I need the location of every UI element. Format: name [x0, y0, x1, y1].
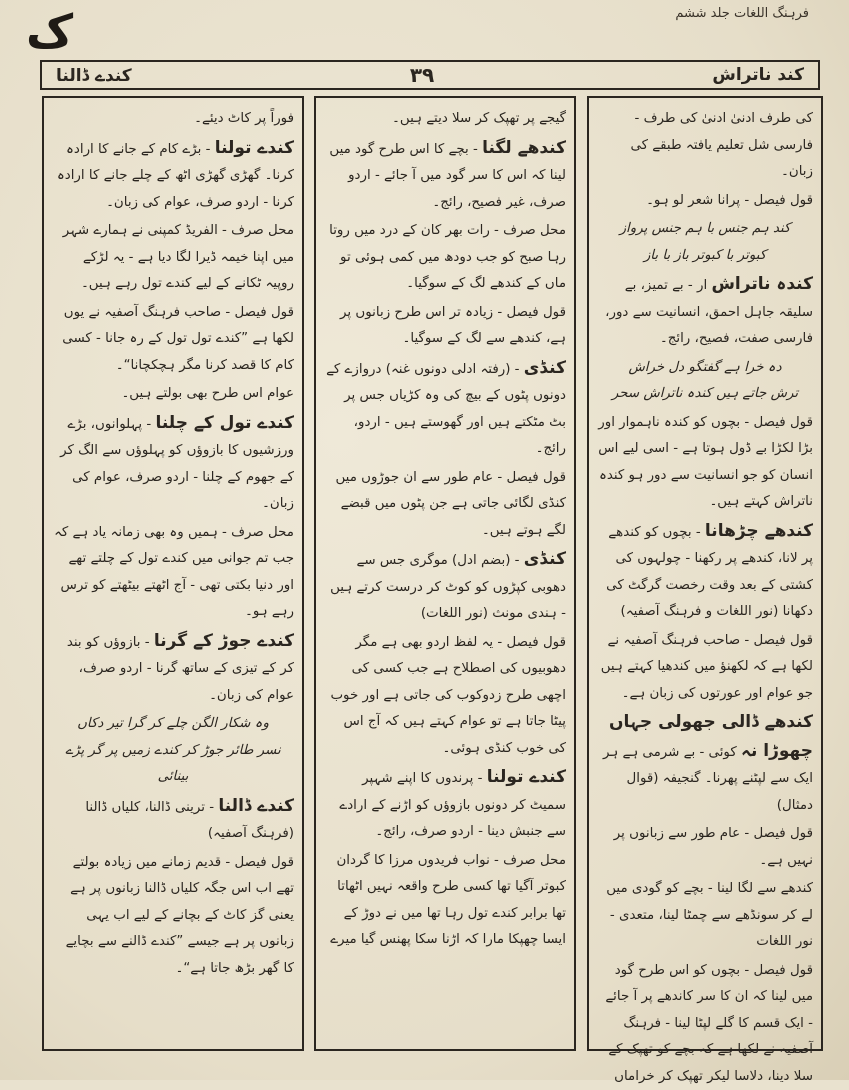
headword: کنڈی	[524, 549, 566, 569]
entry-paragraph: قول فیصل - یہ لفظ اردو بھی ہے مگر دھوبیوں کی اصطلاح ہے جب کسی کی اچھی طرح زدوکوب کی جاتی ہے اور خوب پیٹا جاتا ہے تو عوام کہتے ہیں کہ آج اس کی خوب کنڈی ہوئی۔	[324, 630, 566, 763]
verse-couplet: وہ شکار الگن چلے کر گرا تیر دکاں نسر طائر جوڑ کر کندے زمیں پر گر پڑے بینائی	[52, 711, 294, 791]
running-head: فرہنگ اللغات جلد ششم	[675, 6, 809, 21]
dictionary-entry: کنڈی - (رفتہ ادلی دونوں غنہ) دروازے کے دونوں پٹوں کے بیچ کی وہ کڑیاں جس پر بٹ مٹکتے ہیں اور گھوستے ہیں - اردو، رائج۔	[324, 355, 566, 463]
dictionary-entry: کندے تول کے چلنا - پہلوانوں، بڑے ورزشیوں کا بازوؤں کو پہلوؤں سے الگ کر کے جھوم کے چلنا - اردو صرف، عوام کی زبان۔	[52, 410, 294, 518]
entry-paragraph: عوام اس طرح بھی بولتے ہیں۔	[52, 381, 294, 408]
column-left	[42, 96, 304, 1051]
entry-paragraph: گیجے پر تھپک کر سلا دیتے ہیں۔	[324, 106, 566, 133]
dictionary-entry: کندھے ڈالی جھولی جہاں چھوڑا نہ کوئی - بے شرمی ہے ہر ایک سے لپٹنے پھرنا۔ گنجیفہ (قوال دمثال)	[597, 709, 813, 819]
headword: کندے تولنا	[487, 767, 566, 787]
entry-paragraph: فوراً پر کاٹ دیئے۔	[52, 106, 294, 133]
column-right	[587, 96, 823, 1051]
entry-paragraph: قول فیصل - بچوں کو کندہ ناہموار اور بڑا لکڑا بے ڈول ہوتا ہے - اسی لیے اس انسان کو جو انسانیت سے دور ہو کندہ ناتراش کہتے ہیں۔	[597, 410, 813, 516]
headword: کندھے ڈالی جھولی جہاں چھوڑا نہ	[609, 712, 813, 761]
entry-paragraph: محل صرف - ہمیں وہ بھی زمانہ یاد ہے کہ جب تم جوانی میں کندے تول کے چلتے تھے اور دنیا بکتی تھی - آج اٹھتے بیٹھتے کو ترس رہے ہو۔	[52, 520, 294, 626]
dictionary-entry: کنڈی - (بضم ادل) موگری جس سے دھوبی کپڑوں کو کوٹ کر درست کرتے ہیں - ہندی مونث (نور اللغات)	[324, 546, 566, 628]
entry-paragraph: کی طرف ادنیٰ ادنیٰ کی طرف - فارسی شل تعلیم یافتہ طبقے کی زبان۔	[597, 106, 813, 186]
entry-paragraph: قول فیصل - پرانا شعر لو ہو۔	[597, 188, 813, 215]
entry-paragraph: قول فیصل - بچوں کو اس طرح گود میں لینا کہ ان کا سر کاندھے پر آ جائے - ایک قسم کا گلے لپٹا لینا - فرہنگ آصفیہ نے لکھا ہے کہ بچے کو تھپک کے سلا دینا، دلاسا لیکر تھپک کر خراماں	[597, 958, 813, 1090]
headword: کندھے لگنا	[482, 138, 566, 158]
entry-paragraph: محل صرف - رات بھر کان کے درد میں روتا رہا صبح کو جب دودھ میں کمی ہوئی تو ماں کے کندھے لگ کے سوگیا۔	[324, 218, 566, 298]
entry-paragraph: محل صرف - نواب فریدوں مرزا کا گردان کبوتر آگیا تھا کسی طرح واقعہ نہیں اٹھاتا تھا برابر کندے تول رہا تھا میں نے دوڑ کے ایسا چھپکا مارا کہ اڑنا سکا پھنس گیا میرے	[324, 848, 566, 954]
dictionary-entry: کندھے لگنا - بچے کا اس طرح گود میں لینا کہ اس کا سر گود میں آ جائے - اردو صرف، غیر فصیح، رائج۔	[324, 135, 566, 217]
entry-paragraph: کندھے سے لگا لینا - بچے کو گودی میں لے کر سونڈھے سے چمٹا لینا، متعدی - نور اللغات	[597, 876, 813, 956]
entry-paragraph: قول فیصل - عام طور سے ان جوڑوں میں کنڈی لگائی جاتی ہے جن پٹوں میں قبضے لگے ہوتے ہیں۔	[324, 465, 566, 545]
header-last-entry: کندے ڈالنا	[56, 65, 132, 86]
dictionary-entry: کندھے چڑھانا - بچوں کو کندھے پر لانا، کندھے پر رکھنا - چولہوں کی کشتی کے بعد وقت رخصت گرگٹ کی دکھانا (نور اللغات و فرہنگ آصفیہ)	[597, 518, 813, 626]
headword: کندے ڈالنا	[218, 796, 294, 816]
dictionary-entry: کندے جوڑ کے گرنا - بازوؤں کو بند کر کے تیزی کے ساتھ گرنا - اردو صرف، عوام کی زبان۔	[52, 628, 294, 710]
page-header	[40, 60, 820, 90]
headword: کندے تولنا	[215, 138, 294, 158]
entry-paragraph: قول فیصل - قدیم زمانے میں زیادہ بولتے تھے اب اس جگہ کلیاں ڈالنا زبانوں پر ہے یعنی گز کاٹ کے بچانے کے لیے اب یہی زبانوں پر ہے جیسے ”کندے ڈالنے سے بچایے کا گھر بڑھ جاتا ہے“۔	[52, 850, 294, 983]
column-middle	[314, 96, 576, 1051]
dictionary-entry: کندے ڈالنا - ترینی ڈالنا، کلیاں ڈالنا (فرہنگ آصفیہ)	[52, 793, 294, 848]
dictionary-entry: کندے تولنا - پرندوں کا اپنے شہپر سمیٹ کر دونوں بازوؤں کو اڑنے کے ارادے سے جنبش دینا - اردو صرف، رائج۔	[324, 764, 566, 846]
page-number: ۳۹	[410, 63, 434, 87]
header-first-entry: کند ناتراش	[712, 65, 804, 85]
dictionary-entry: کندہ ناتراش ار - بے تمیز، بے سلیقہ جاہل احمق، انسانیت سے دور، فارسی صفت، فصیح، رائج۔	[597, 271, 813, 353]
dictionary-entry: کندے تولنا - بڑے کام کے جانے کا ارادہ کرنا۔ گھڑی گھڑی اٹھ کے چلے جانے کا ارادہ کرنا - اردو صرف، عوام کی زبان۔	[52, 135, 294, 217]
entry-paragraph: قول فیصل - صاحب فرہنگ آصفیہ نے یوں لکھا ہے ”کندے تول تول کے رہ جانا - کسی کام کا قصد کرنا مگر ہچکچانا“۔	[52, 300, 294, 380]
headword: کندے جوڑ کے گرنا	[154, 631, 294, 651]
headword: کندہ ناتراش	[711, 274, 813, 294]
verse-couplet: دہ خرا ہے گفتگو دل خراش ترش جاتے ہیں کندہ ناتراش سحر	[597, 355, 813, 408]
entry-paragraph: قول فیصل - صاحب فرہنگ آصفیہ نے لکھا ہے کہ لکھنؤ میں کندھیا کہتے ہیں جو عوام اور عورتوں کی زبان ہے۔	[597, 628, 813, 708]
verse-couplet: کند ہم جنس با ہم جنس پرواز کبوتر با کبوتر باز با باز	[597, 216, 813, 269]
headword: کندے تول کے چلنا	[155, 413, 294, 433]
section-letter: ک	[26, 8, 73, 54]
headword: کندھے چڑھانا	[705, 521, 813, 541]
entry-paragraph: قول فیصل - زیادہ تر اس طرح زبانوں پر ہے، کندھے سے لگ کے سوگیا۔	[324, 300, 566, 353]
headword: کنڈی	[524, 358, 566, 378]
entry-paragraph: محل صرف - الفریڈ کمپنی نے ہمارے شہر میں اپنا خیمہ ڈیرا لگا دیا ہے - یہ لڑکے روپیہ ٹکانے کے لیے کندے تول رہے ہیں۔	[52, 218, 294, 298]
entry-paragraph: قول فیصل - عام طور سے زبانوں پر نہیں ہے۔	[597, 821, 813, 874]
